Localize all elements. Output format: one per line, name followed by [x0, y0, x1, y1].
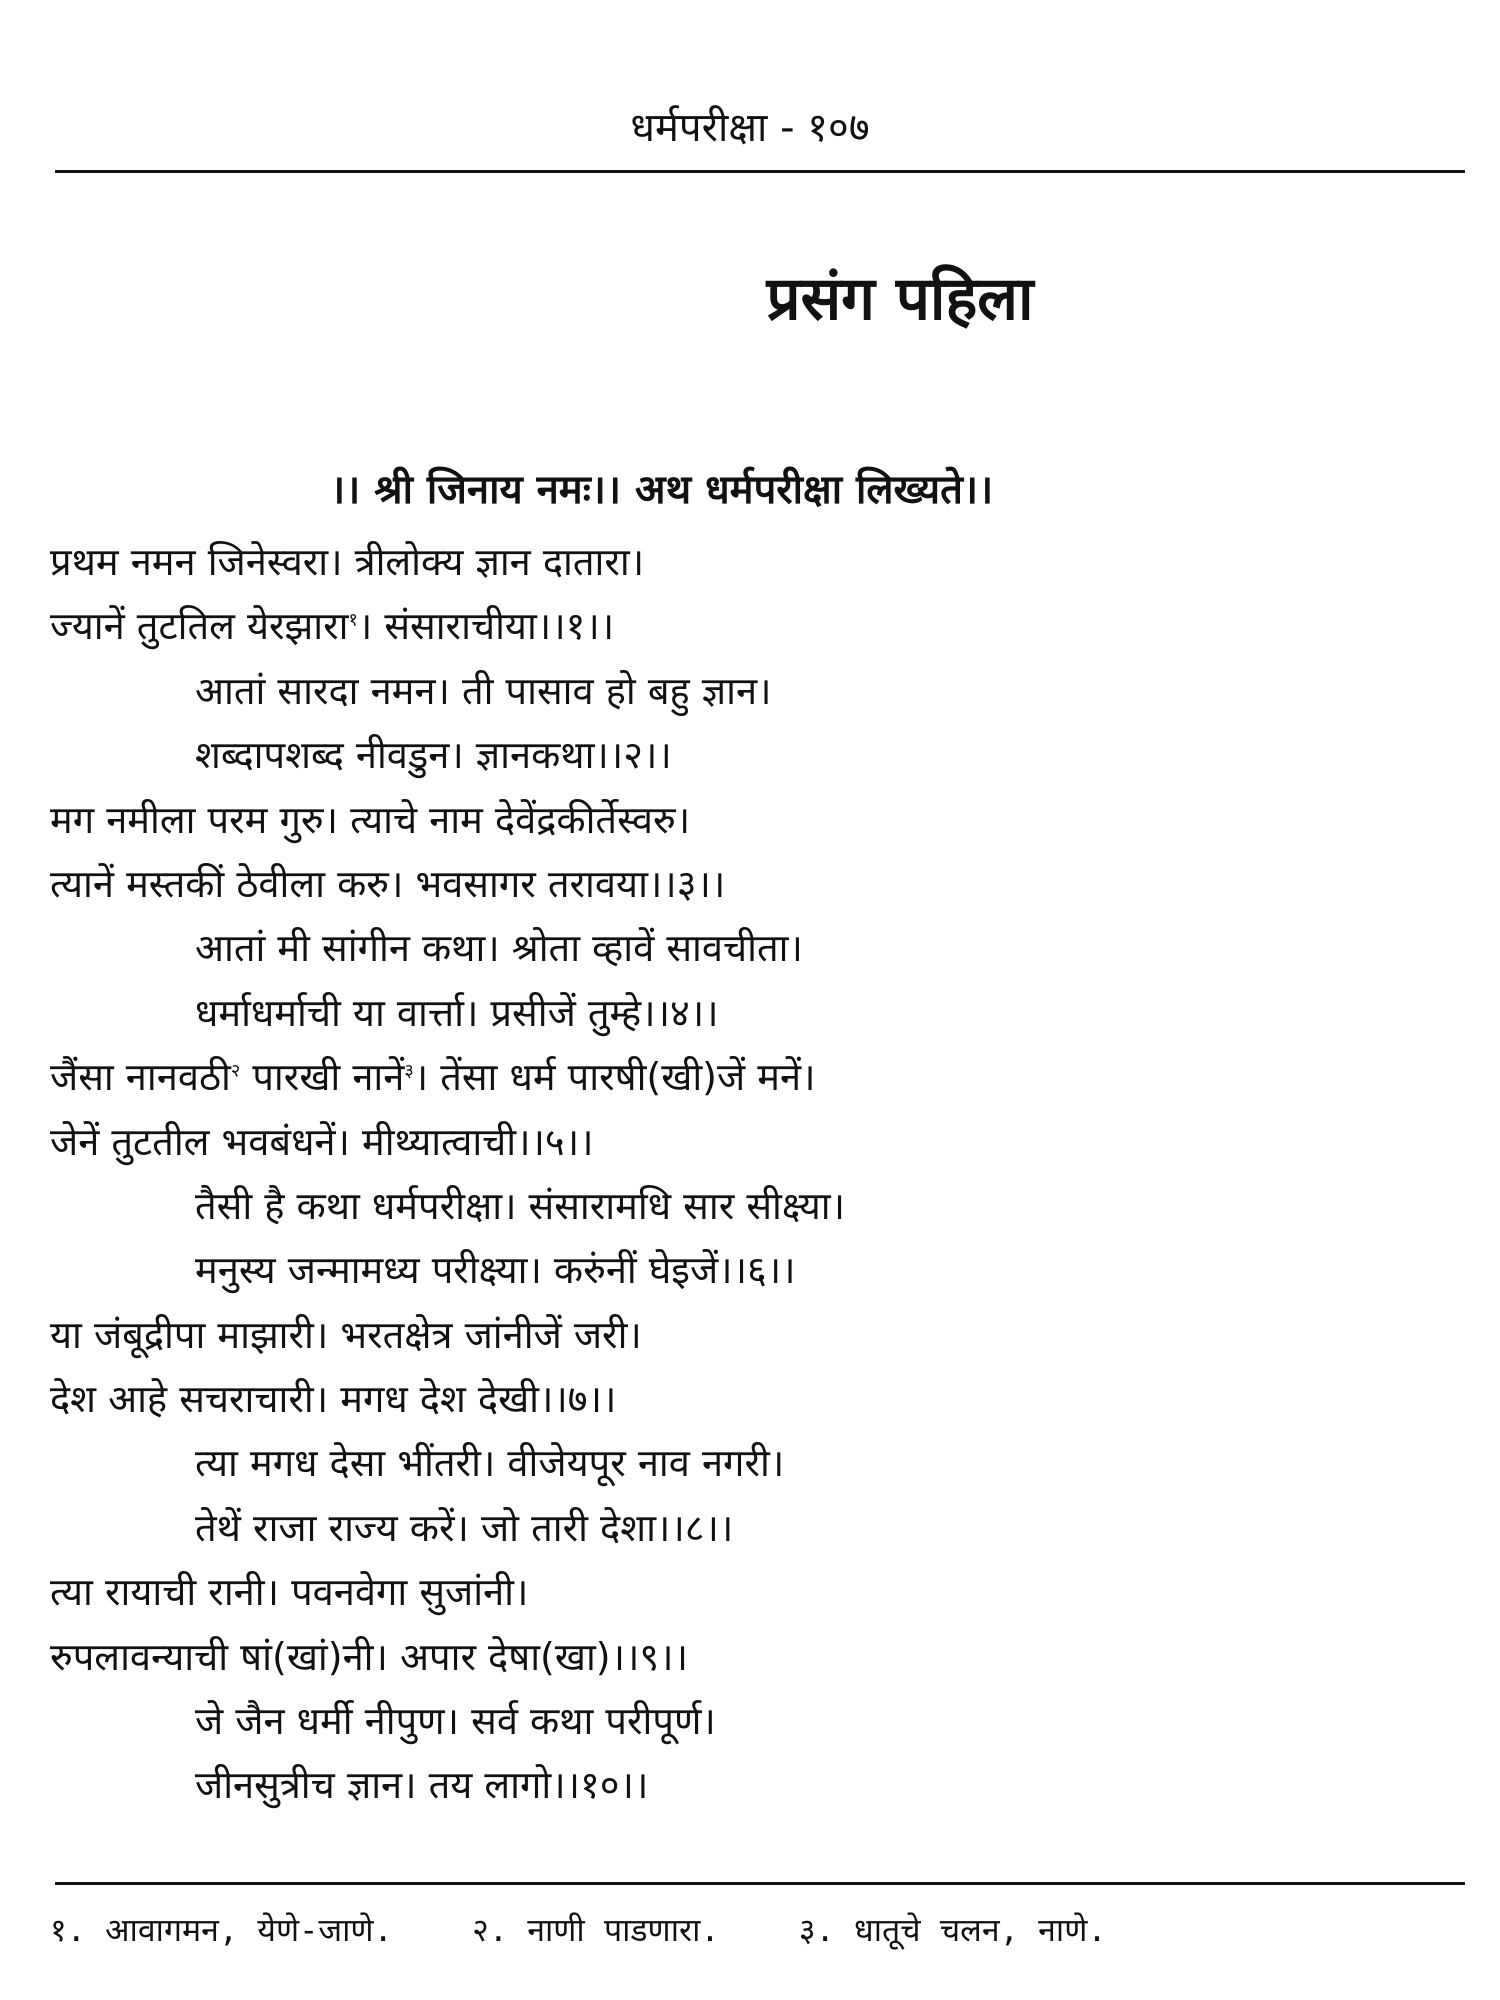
- footnote-ref-1[interactable]: १: [348, 609, 358, 631]
- verse-line-4: शब्दापशब्द नीवडुन। ज्ञानकथा।।२।।: [195, 733, 672, 778]
- verse-line-13: या जंबूद्रीपा माझारी। भरतक्षेत्र जांनीजें जरी।: [50, 1312, 642, 1357]
- verse-line-7: आतां मी सांगीन कथा। श्रोता व्हावें सावचीता।: [195, 926, 803, 971]
- footnote-ref-3[interactable]: ३: [404, 1060, 414, 1082]
- verse-line-15: त्या मगध देसा भींतरी। वीजेयपूर नाव नगरी।: [195, 1441, 785, 1486]
- verse-line-1: प्रथम नमन जिनेस्वरा। त्रीलोक्य ज्ञान दातारा।: [50, 540, 645, 584]
- verse-line-10: जेनें तुटतील भवबंधनें। मीथ्यात्वाची।।५।।: [50, 1119, 594, 1164]
- footnote-1: १. आवागमन, येणे-जाणे.: [50, 1911, 393, 1949]
- verse-line-12: मनुस्य जन्मामध्य परीक्ष्या। करुंनीं घेइजें।।६।।: [195, 1248, 796, 1293]
- footnotes: [50, 1908, 1167, 1951]
- verse-line-19: जे जैन धर्मी नीपुण। सर्व कथा परीपूर्ण।: [195, 1699, 716, 1744]
- chapter-title: प्रसंग पहिला: [766, 264, 1034, 334]
- verse-line-9: जैंसा नानवठी$^२$ पारखी नानें$^३$। तेंसा धर्म पारषी(खी)जें मनें।: [50, 1055, 816, 1100]
- invocation-line: ।। श्री जिनाय नमः।। अथ धर्मपरीक्षा लिख्यते।।: [330, 467, 994, 513]
- footnote-2: २. नाणी पाडणारा.: [472, 1911, 720, 1949]
- footnote-divider: [55, 1882, 1465, 1885]
- verse-line-8: धर्माधर्माची या वार्त्ता। प्रसीजें तुम्हे।।४।।: [195, 990, 719, 1035]
- verse-line-3: आतां सारदा नमन। ती पासाव हो बहु ज्ञान।: [195, 668, 772, 713]
- verse-line-20: जीनसुत्रीच ज्ञान। तय लागो।।१०।।: [195, 1763, 649, 1808]
- verse-line-18: रुपलावन्याची षां(खां)नी। अपार देषा(खा)।।९।।: [50, 1634, 688, 1679]
- footnote-3: ३. धातूचे चलन, नाणे.: [798, 1911, 1107, 1949]
- verse-line-11: तैसी है कथा धर्मपरीक्षा। संसारामधि सार सीक्ष्या।: [195, 1183, 846, 1228]
- verse-line-2: ज्यानें तुटतिल येरझारा$^१$। संसाराचीया।।१।।: [50, 604, 615, 649]
- verse-line-5: मग नमीला परम गुरु। त्याचे नाम देवेंद्रकीर्तेस्वरु।: [50, 797, 691, 842]
- verse-block: [50, 530, 1450, 1818]
- verse-line-14: देश आहे सचराचारी। मगध देश देखी।।७।।: [50, 1377, 617, 1422]
- verse-line-17: त्या रायाची रानी। पवनवेगा सुजांनी।: [50, 1570, 529, 1615]
- verse-line-16: तेथें राजा राज्य करें। जो तारी देशा।।८।।: [195, 1505, 734, 1550]
- running-header: धर्मपरीक्षा - १०७: [630, 105, 870, 151]
- footnote-ref-2[interactable]: २: [230, 1060, 241, 1082]
- verse-line-6: त्यानें मस्तकीं ठेवीला करु। भवसागर तरावया।।३।।: [50, 861, 726, 906]
- header-divider: [55, 170, 1465, 173]
